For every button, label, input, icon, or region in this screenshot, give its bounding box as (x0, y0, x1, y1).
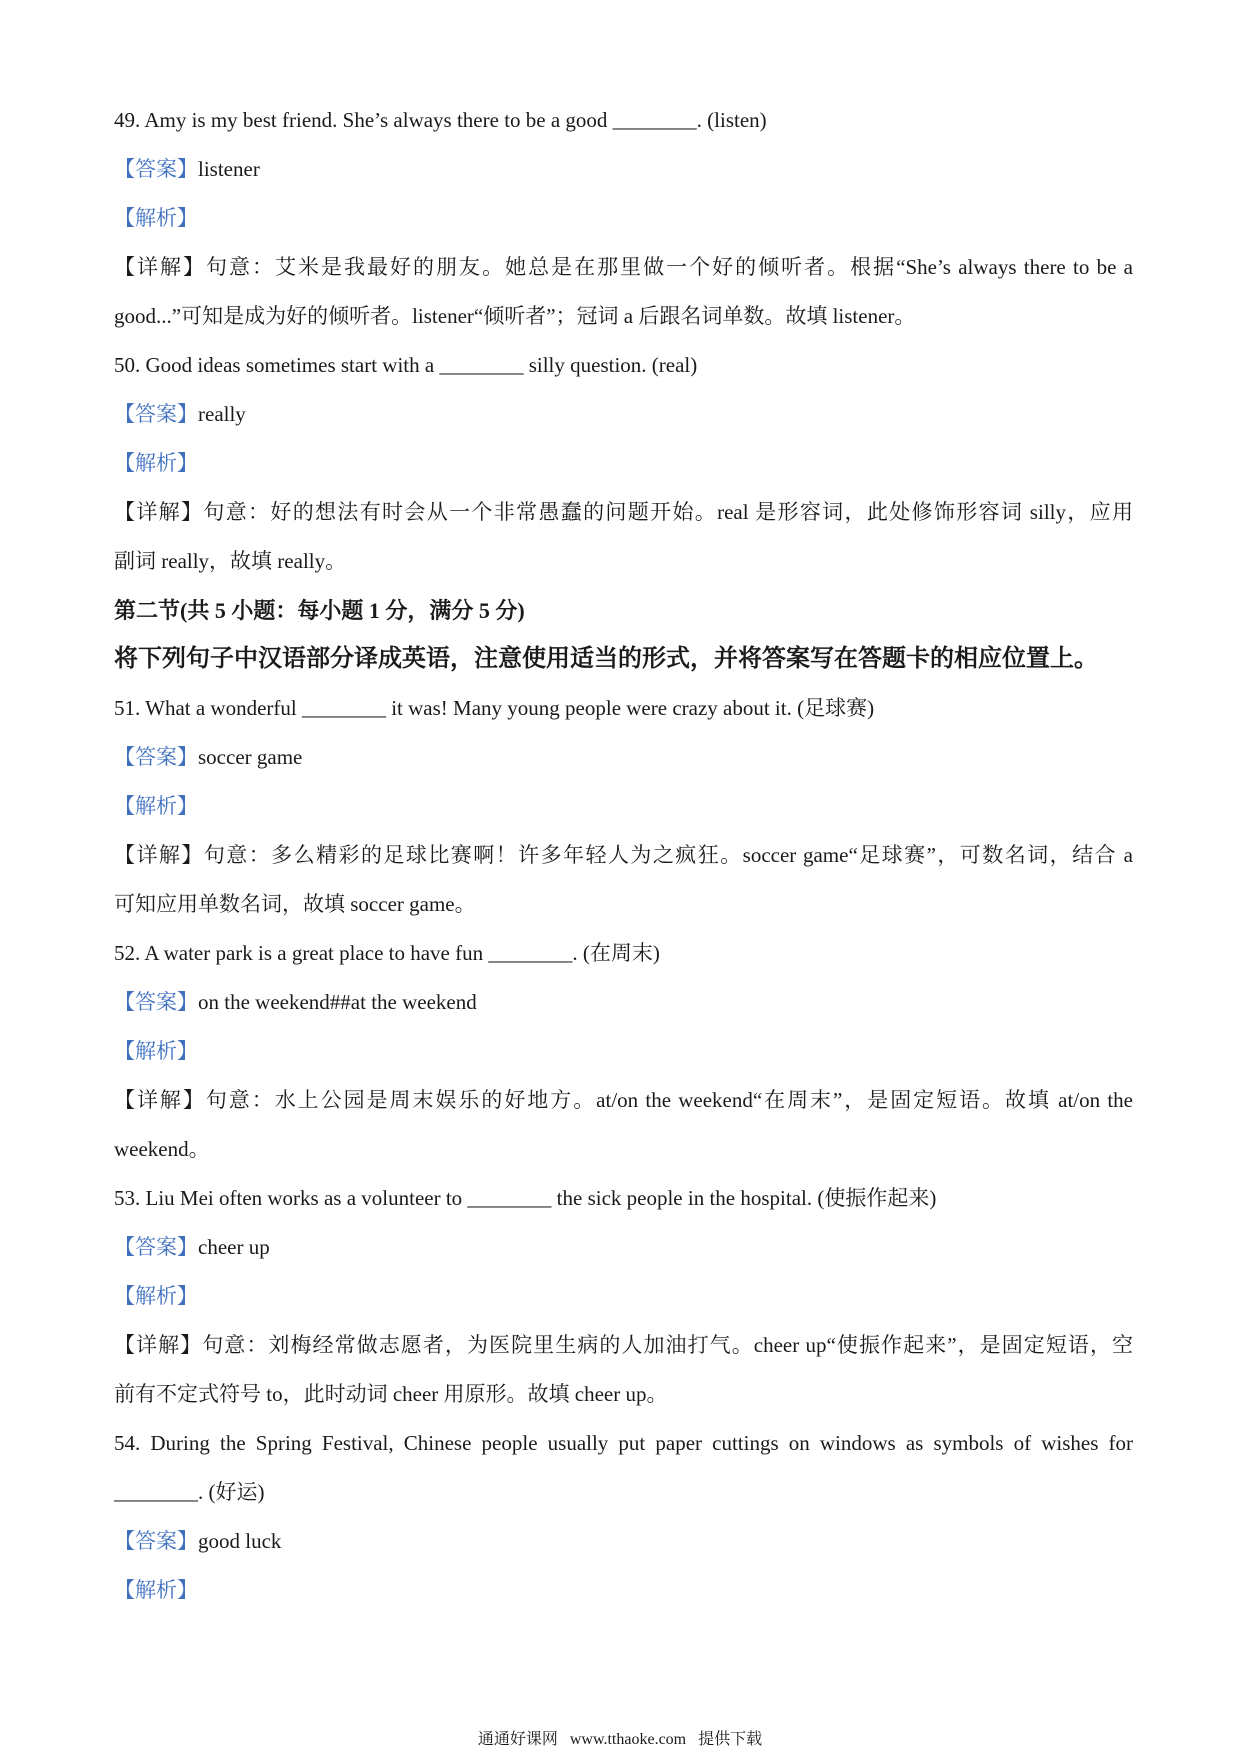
footer-site-name: 通通好课网 (477, 1731, 558, 1748)
answer-text: soccer game (198, 745, 303, 769)
question-49: 49. Amy is my best friend. She’s always there to be a good ________. (listen) (114, 108, 767, 132)
answer-label: 【答案】 (114, 402, 198, 426)
answer-text: on the weekend##at the weekend (198, 990, 477, 1014)
detail-label: 【详解】 (114, 843, 204, 867)
answer-label: 【答案】 (114, 745, 198, 769)
detail-text: 句意：艾米是我最好的朋友。她总是在那里做一个好的倾听者。根据“She’s always there to be a (206, 255, 1133, 279)
answer-key-content (114, 96, 1133, 1615)
detail-text: 句意：好的想法有时会从一个非常愚蠢的问题开始。real 是形容词，此处修饰形容词 silly，应用 (203, 500, 1133, 524)
detail-line-49-1 (114, 243, 1133, 292)
analysis-label: 【解析】 (114, 1578, 198, 1602)
detail-text: 句意：水上公园是周末娱乐的好地方。at/on the weekend“在周末”，是固定短语。故填 at/on the (205, 1088, 1133, 1112)
detail-line-52-2: weekend。 (114, 1137, 210, 1161)
page-footer (0, 1728, 1240, 1752)
answer-label: 【答案】 (114, 1235, 198, 1259)
answer-text: really (198, 402, 246, 426)
answer-label: 【答案】 (114, 990, 198, 1014)
detail-line-51-1 (114, 831, 1133, 880)
answer-text: cheer up (198, 1235, 270, 1259)
detail-label: 【详解】 (114, 1333, 203, 1357)
question-50: 50. Good ideas sometimes start with a ________ silly question. (real) (114, 353, 698, 377)
footer-url: www.tthaoke.com (569, 1731, 687, 1748)
answer-text: listener (198, 157, 260, 181)
question-54-line-2: ________. (好运) (114, 1480, 265, 1504)
detail-line-52-1 (114, 1076, 1133, 1125)
detail-label: 【详解】 (114, 500, 204, 524)
analysis-label: 【解析】 (114, 794, 198, 818)
answer-row-52 (114, 978, 1133, 1027)
analysis-label: 【解析】 (114, 1284, 198, 1308)
answer-row-54 (114, 1517, 1133, 1566)
detail-label: 【详解】 (114, 255, 207, 279)
analysis-label: 【解析】 (114, 451, 198, 475)
detail-label: 【详解】 (114, 1088, 206, 1112)
answer-row-49 (114, 145, 1133, 194)
question-53: 53. Liu Mei often works as a volunteer to ________ the sick people in the hospital. (使振作起来) (114, 1186, 937, 1210)
detail-line-50-1 (114, 488, 1133, 537)
detail-line-50-2: 副词 really，故填 really。 (114, 549, 347, 573)
footer-suffix: 提供下载 (698, 1731, 763, 1748)
answer-row-51 (114, 733, 1133, 782)
analysis-row-49 (114, 194, 1133, 243)
answer-text: good luck (198, 1529, 282, 1553)
analysis-row-51 (114, 782, 1133, 831)
section-title: 第二节(共 5 小题：每小题 1 分，满分 5 分) (114, 598, 525, 623)
section-instruction: 将下列句子中汉语部分译成英语，注意使用适当的形式，并将答案写在答题卡的相应位置上。 (114, 646, 1098, 672)
detail-line-51-2: 可知应用单数名词，故填 soccer game。 (114, 892, 476, 916)
detail-line-53-1 (114, 1321, 1133, 1370)
analysis-row-52 (114, 1027, 1133, 1076)
question-52: 52. A water park is a great place to have fun ________. (在周末) (114, 941, 660, 965)
analysis-row-53 (114, 1272, 1133, 1321)
analysis-label: 【解析】 (114, 206, 198, 230)
detail-text: 句意：多么精彩的足球比赛啊！许多年轻人为之疯狂。soccer game“足球赛”，可数名词，结合 a (203, 843, 1133, 867)
detail-text: 句意：刘梅经常做志愿者，为医院里生病的人加油打气。cheer up“使振作起来”，是固定短语，空 (202, 1333, 1133, 1357)
analysis-row-54 (114, 1566, 1133, 1615)
question-51: 51. What a wonderful ________ it was! Many young people were crazy about it. (足球赛) (114, 696, 875, 720)
answer-label: 【答案】 (114, 157, 198, 181)
answer-label: 【答案】 (114, 1529, 198, 1553)
answer-row-53 (114, 1223, 1133, 1272)
analysis-row-50 (114, 439, 1133, 488)
detail-line-53-2: 前有不定式符号 to，此时动词 cheer 用原形。故填 cheer up。 (114, 1382, 668, 1406)
detail-line-49-2: good...”可知是成为好的倾听者。listener“倾听者”；冠词 a 后跟名词单数。故填 listener。 (114, 304, 916, 328)
analysis-label: 【解析】 (114, 1039, 198, 1063)
question-54-line-1: 54. During the Spring Festival, Chinese people usually put paper cuttings on windows as symbols of wishes for (114, 1431, 1133, 1455)
answer-row-50 (114, 390, 1133, 439)
